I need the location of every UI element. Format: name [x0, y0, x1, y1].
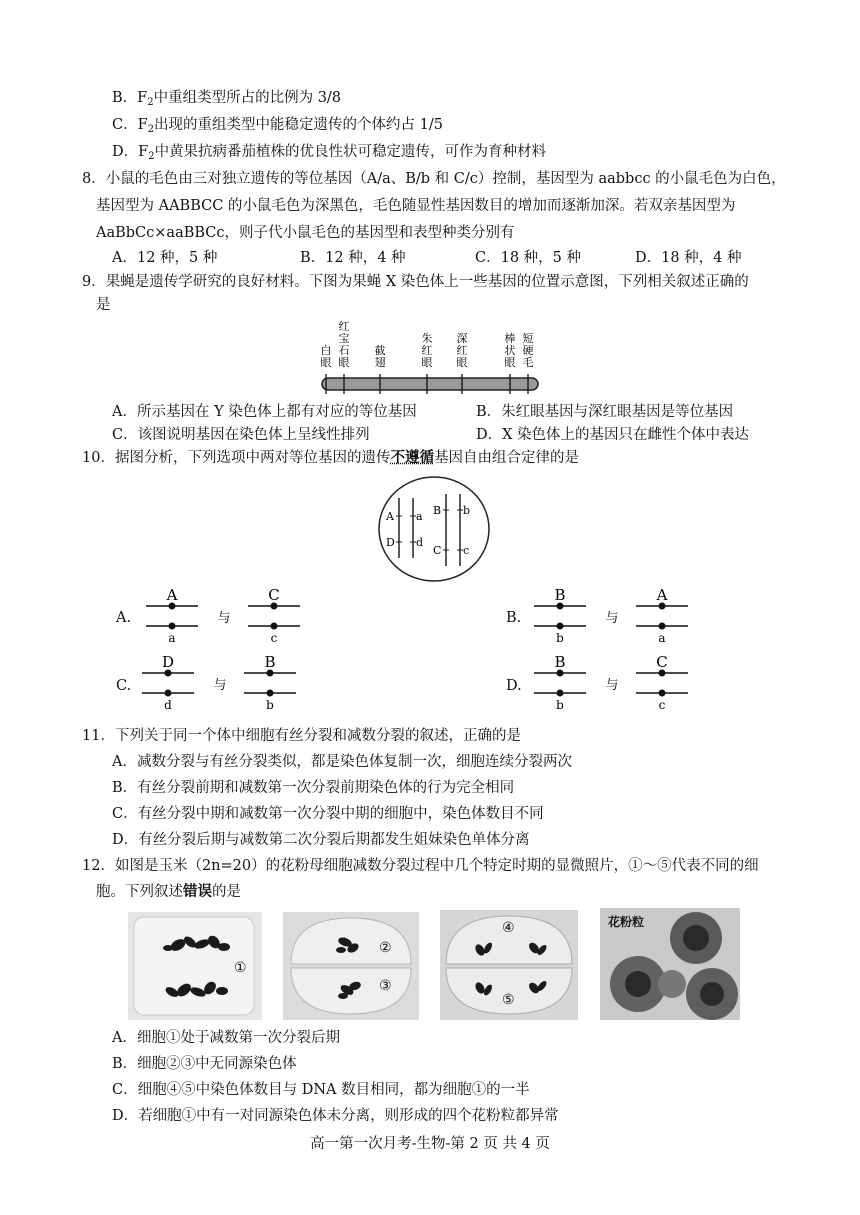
q8-option-a: A．12 种，5 种: [112, 250, 218, 266]
q8-option-d: D．18 种，4 种: [635, 250, 742, 266]
cell-label-a: a: [416, 510, 423, 523]
gene-label-1: 红宝石眼: [338, 320, 350, 369]
cell-label-C: C: [433, 544, 442, 557]
svg-text:⑤: ⑤: [502, 992, 515, 1008]
q10-option-c-diagram: [136, 655, 306, 715]
allele-label-A: A: [166, 588, 178, 604]
q12-stem-line1: 12．如图是玉米（2n=20）的花粉母细胞减数分裂过程中几个特定时期的显微照片，①～⑤代表不同的细: [82, 858, 759, 874]
allele-label-c: c: [270, 631, 278, 645]
q10-option-b-diagram: [528, 588, 698, 648]
allele-label-D: D: [161, 655, 175, 671]
q10-stem: 10．据图分析，下列选项中两对等位基因的遗传不遵循基因自由组合定律的是: [82, 450, 579, 466]
allele-label-B: B: [554, 655, 566, 671]
q7-option-b: B．$F_2$中重组类型所占的比例为 3/8: [112, 90, 342, 108]
q9-option-a: A．所示基因在 Y 染色体上都有对应的等位基因: [112, 404, 417, 420]
allele-label-a: a: [658, 631, 666, 645]
gene-locus-dot: [271, 623, 278, 630]
pollen-label: 花粉粒: [608, 915, 645, 929]
gene-label-3: 朱红眼: [421, 332, 433, 369]
q9-option-b: B．朱红眼基因与深红眼基因是等位基因: [476, 404, 734, 420]
q10-emphasis: 不遵循: [390, 450, 434, 466]
cell-outline: [379, 477, 489, 581]
q11-stem: 11．下列关于同一个体中细胞有丝分裂和减数分裂的叙述，正确的是: [82, 728, 521, 744]
allele-label-c: c: [658, 698, 666, 712]
allele-label-b: b: [556, 698, 564, 712]
allele-label-a: a: [168, 631, 176, 645]
svg-text:①: ①: [234, 960, 247, 976]
q12-emphasis: 错误: [183, 884, 212, 900]
micrograph-cells-2-3: [283, 912, 419, 1020]
svg-text:④: ④: [502, 920, 515, 936]
micrograph-cell-1: [128, 912, 262, 1020]
q7-option-c: C．$F_2$出现的重组类型中能稳定遗传的个体约占 1/5: [112, 117, 443, 135]
and-label: 与: [605, 611, 619, 626]
q12-stem-line2: 胞。下列叙述错误的是: [96, 884, 241, 900]
allele-label-C: C: [656, 655, 668, 671]
x-chromosome-gene-map: [300, 310, 560, 402]
q10-option-a-label: A.: [116, 610, 132, 626]
page-footer: 高一第一次月考-生物-第 2 页 共 4 页: [310, 1136, 550, 1152]
allele-label-C: C: [268, 588, 280, 604]
q12-option-b: B．细胞②③中无同源染色体: [112, 1056, 297, 1072]
cell-label-D: D: [386, 536, 395, 549]
q11-option-b: B．有丝分裂前期和减数第一次分裂前期染色体的行为完全相同: [112, 780, 515, 796]
q10-option-d-label: D.: [506, 678, 522, 694]
cell-label-d: d: [416, 536, 424, 549]
q9-stem-line2: 是: [96, 297, 111, 313]
cell-label-A: A: [386, 510, 394, 523]
q8-stem-line2: 基因型为 AABBCC 的小鼠毛色为深黑色，毛色随显性基因数目的增加而逐渐加深。若双亲基因型为: [96, 198, 736, 214]
cell-label-b: b: [463, 504, 471, 517]
q8-option-c: C．18 种，5 种: [475, 250, 581, 266]
q8-stem-line3: AaBbCc×aaBBCc，则子代小鼠毛色的基因型和表型种类分别有: [96, 225, 515, 241]
q7-option-d: D．$F_2$中黄果抗病番茄植株的优良性状可稳定遗传，可作为育种材料: [112, 144, 547, 162]
gene-label-0: 白眼: [320, 344, 332, 369]
q11-option-d: D．有丝分裂后期与减数第二次分裂后期都发生姐妹染色单体分离: [112, 832, 530, 848]
gene-locus-dot: [659, 623, 666, 630]
gene-label-5: 棒状眼: [504, 332, 516, 369]
allele-label-b: b: [556, 631, 564, 645]
gene-locus-dot: [557, 623, 564, 630]
q10-option-b-label: B.: [506, 610, 522, 626]
and-label: 与: [217, 611, 231, 626]
q12-option-a: A．细胞①处于减数第一次分裂后期: [112, 1030, 340, 1046]
gene-locus-dot: [557, 690, 564, 697]
q10-option-c-label: C.: [116, 678, 132, 694]
q9-option-d: D．X 染色体上的基因只在雌性个体中表达: [476, 427, 750, 443]
gene-label-6: 短硬毛: [522, 332, 534, 369]
micrograph-pollen-grains: [600, 908, 740, 1020]
gene-label-2: 截翅: [374, 344, 386, 369]
q11-option-c: C．有丝分裂中期和减数第一次分裂中期的细胞中，染色体数目不同: [112, 806, 544, 822]
svg-text:③: ③: [379, 978, 392, 994]
gene-locus-dot: [267, 690, 274, 697]
q12-option-d: D．若细胞①中有一对同源染色体未分离，则形成的四个花粉粒都异常: [112, 1108, 559, 1124]
gene-locus-dot: [659, 690, 666, 697]
q8-option-b: B．12 种，4 种: [300, 250, 406, 266]
svg-text:②: ②: [379, 940, 392, 956]
gene-locus-dot: [169, 623, 176, 630]
q11-option-a: A．减数分裂与有丝分裂类似，都是染色体复制一次，细胞连续分裂两次: [112, 754, 572, 770]
cell-label-B: B: [433, 504, 442, 517]
and-label: 与: [605, 678, 619, 693]
and-label: 与: [213, 678, 227, 693]
q10-option-d-diagram: [528, 655, 698, 715]
allele-label-d: d: [164, 698, 172, 712]
gene-locus-dot: [165, 690, 172, 697]
allele-label-b: b: [266, 698, 274, 712]
chromosome-bar: [322, 378, 538, 390]
allele-label-B: B: [264, 655, 276, 671]
micrograph-cells-4-5: [440, 910, 578, 1020]
q9-option-c: C．该图说明基因在染色体上呈线性排列: [112, 427, 370, 443]
q10-option-a-diagram: [140, 588, 310, 648]
q10-cell-diagram: [376, 474, 492, 584]
allele-label-B: B: [554, 588, 566, 604]
q12-option-c: C．细胞④⑤中染色体数目与 DNA 数目相同，都为细胞①的一半: [112, 1082, 530, 1098]
cell-label-c: c: [463, 544, 470, 557]
q8-stem-line1: 8．小鼠的毛色由三对独立遗传的等位基因（A/a、B/b 和 C/c）控制，基因型为 aabbcc 的小鼠毛色为白色，: [82, 171, 786, 187]
allele-label-A: A: [656, 588, 668, 604]
q9-stem-line1: 9．果蝇是遗传学研究的良好材料。下图为果蝇 X 染色体上一些基因的位置示意图，下列相关叙述正确的: [82, 274, 749, 290]
gene-label-4: 深红眼: [456, 332, 468, 369]
